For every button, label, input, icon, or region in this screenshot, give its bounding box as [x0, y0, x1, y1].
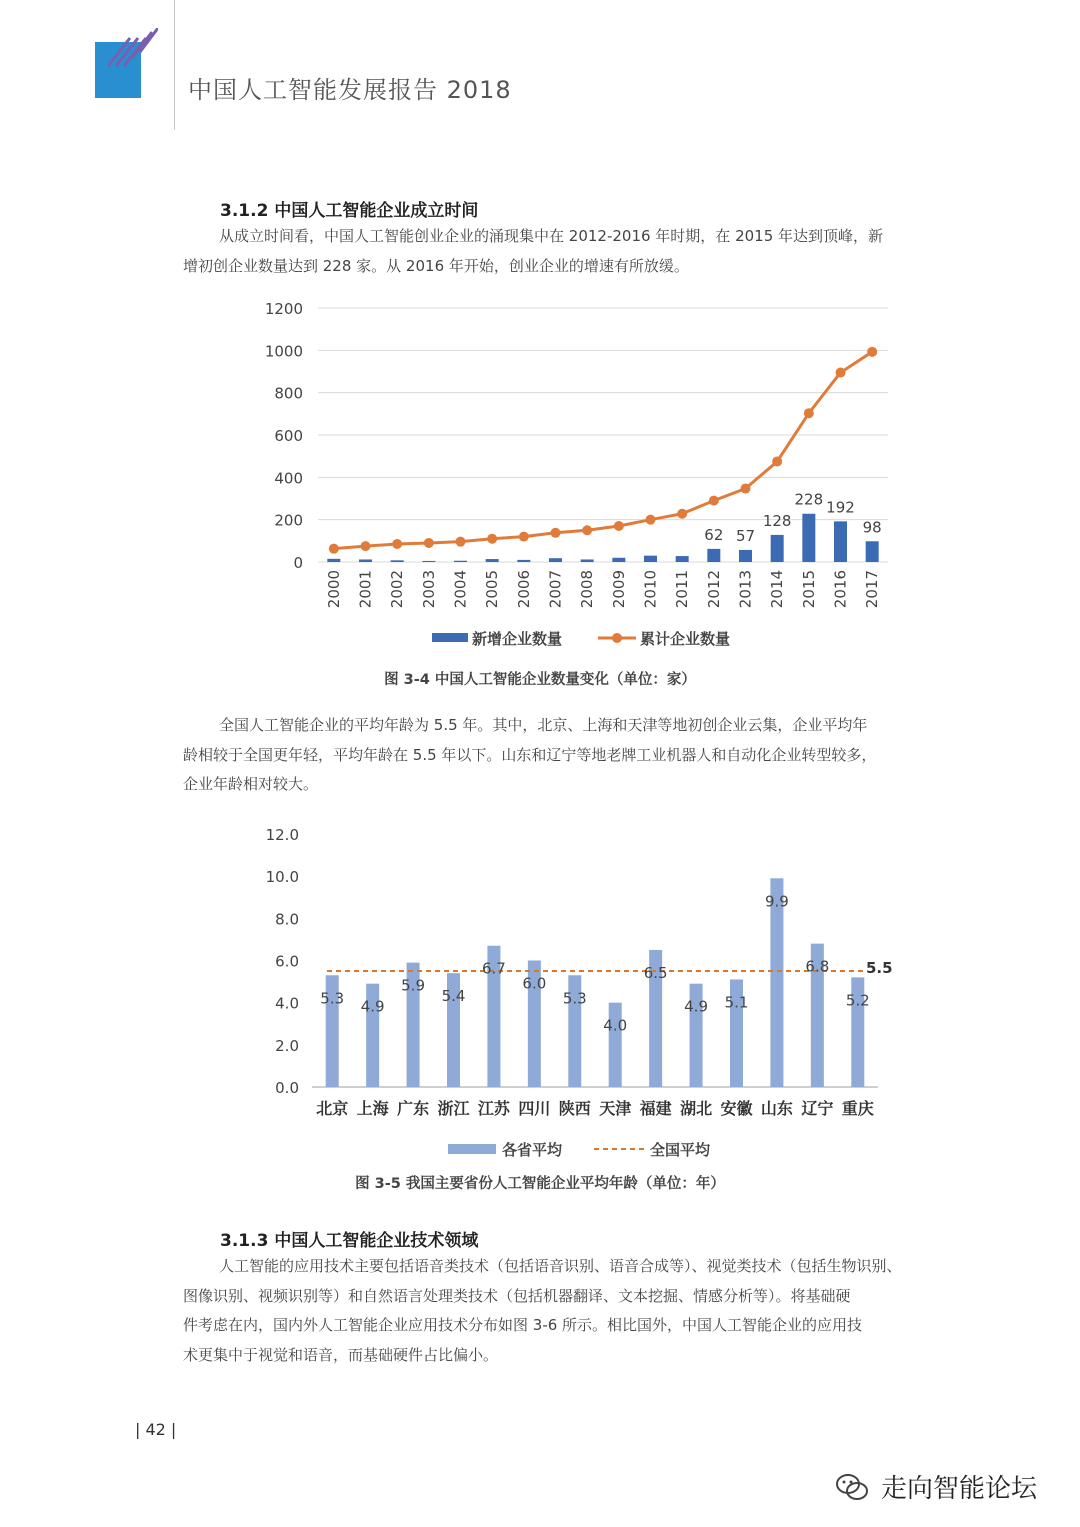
bar-new-enterprises	[739, 550, 752, 562]
y-tick-label: 6.0	[275, 952, 299, 971]
paragraph-average-age	[183, 711, 978, 800]
paragraph-line: 件考虑在内，国内外人工智能企业应用技术分布如图 3-6 所示。相比国外，中国人工智能企业的应用技	[183, 1316, 863, 1334]
x-tick-label: 2003	[419, 570, 438, 609]
bar-data-label: 9.9	[764, 892, 789, 911]
line-point	[392, 539, 402, 549]
line-point	[772, 456, 782, 466]
line-point	[551, 528, 561, 538]
x-tick-label: 安徽	[720, 1099, 753, 1118]
line-point	[741, 484, 751, 494]
figure-3-4-caption: 图 3-4 中国人工智能企业数量变化（单位：家）	[384, 672, 696, 688]
line-point	[646, 515, 656, 525]
bar-data-label: 5.2	[845, 991, 870, 1010]
paragraph-tech-fields	[183, 1252, 978, 1370]
line-point	[424, 538, 434, 548]
paragraph-line: 增初创企业数量达到 228 家。从 2016 年开始，创业企业的增速有所放缓。	[183, 256, 689, 275]
legend-label: 各省平均	[502, 1141, 563, 1159]
bar-data-label: 128	[762, 511, 792, 530]
report-title: 中国人工智能发展报告 2018	[188, 76, 512, 104]
bar-new-enterprises	[327, 559, 340, 562]
bar-new-enterprises	[517, 560, 530, 562]
bar-data-label: 5.4	[441, 987, 466, 1006]
bar-new-enterprises	[866, 541, 879, 562]
x-tick-label: 2013	[736, 570, 755, 609]
x-tick-label: 2007	[546, 570, 565, 609]
line-point	[709, 496, 719, 506]
x-tick-label: 2016	[831, 570, 850, 609]
logo-stripes-icon	[108, 28, 158, 68]
y-tick-label: 1200	[264, 300, 303, 318]
paragraph-line: 龄相较于全国更年轻，平均年龄在 5.5 年以下。山东和辽宁等地老牌工业机器人和自动化企业转型较多，	[183, 745, 877, 764]
line-point	[677, 509, 687, 519]
bar-data-label: 4.0	[603, 1016, 628, 1035]
bar-province-age	[609, 1003, 622, 1087]
province-age-chart	[0, 815, 1080, 1170]
bar-data-label: 4.9	[684, 997, 709, 1016]
x-tick-label: 天津	[599, 1099, 632, 1118]
legend-swatch-bar	[432, 633, 468, 642]
x-tick-label: 四川	[518, 1099, 551, 1118]
figure-3-5-caption: 图 3-5 我国主要省份人工智能企业平均年龄（单位：年）	[355, 1176, 725, 1192]
x-tick-label: 山东	[760, 1099, 793, 1118]
bar-data-label: 6.7	[481, 959, 506, 978]
paragraph-line: 全国人工智能企业的平均年龄为 5.5 年。其中，北京、上海和天津等地初创企业云集，企业平均年	[219, 716, 868, 734]
bar-data-label: 6.5	[643, 963, 668, 982]
x-tick-label: 2012	[704, 570, 723, 609]
y-tick-label: 400	[274, 469, 303, 488]
bar-data-label: 228	[794, 490, 824, 509]
watermark	[835, 1466, 1055, 1506]
y-tick-label: 200	[274, 511, 303, 530]
x-tick-label: 2010	[641, 570, 660, 609]
bar-data-label: 192	[826, 498, 855, 517]
section-title-3-1-2: 3.1.2 中国人工智能企业成立时间	[220, 201, 479, 221]
x-tick-label: 广东	[397, 1099, 430, 1118]
y-tick-label: 600	[274, 427, 303, 445]
watermark-text: 走向智能论坛	[881, 1474, 1038, 1504]
legend-label: 累计企业数量	[640, 630, 731, 648]
x-tick-label: 福建	[639, 1099, 672, 1118]
x-tick-label: 2015	[799, 570, 818, 609]
paragraph-line: 图像识别、视频识别等）和自然语言处理类技术（包括机器翻译、文本挖掘、情感分析等）。将基础硬	[183, 1286, 851, 1305]
bar-data-label: 6.0	[522, 974, 547, 993]
paragraph-founding-time	[183, 222, 978, 281]
line-point	[836, 368, 846, 378]
line-point	[582, 525, 592, 535]
x-tick-label: 2017	[863, 570, 882, 609]
bar-new-enterprises	[422, 561, 435, 562]
legend-swatch-point	[612, 633, 622, 643]
paragraph-line: 术更集中于视觉和语音，而基础硬件占比偏小。	[183, 1345, 499, 1364]
x-tick-label: 2000	[324, 570, 343, 609]
legend-swatch-bar	[448, 1144, 496, 1154]
x-tick-label: 重庆	[841, 1099, 874, 1118]
x-tick-label: 2006	[514, 570, 533, 609]
bar-new-enterprises	[676, 556, 689, 562]
y-tick-label: 0.0	[275, 1079, 299, 1097]
x-tick-label: 2004	[451, 570, 470, 609]
x-tick-label: 2011	[673, 570, 692, 609]
enterprise-count-chart	[0, 290, 1080, 670]
y-tick-label: 1000	[264, 342, 303, 361]
x-tick-label: 浙江	[437, 1099, 470, 1118]
bar-new-enterprises	[802, 514, 815, 562]
bar-new-enterprises	[359, 559, 372, 562]
x-tick-label: 湖北	[680, 1099, 713, 1118]
bar-data-label: 4.9	[360, 997, 385, 1016]
bar-data-label: 5.3	[320, 989, 345, 1008]
bar-data-label: 5.3	[562, 989, 587, 1008]
bar-new-enterprises	[454, 561, 467, 562]
x-tick-label: 2002	[388, 570, 407, 609]
line-point	[361, 541, 371, 551]
x-tick-label: 北京	[316, 1099, 349, 1118]
x-tick-label: 上海	[356, 1099, 389, 1118]
bar-data-label: 62	[704, 525, 724, 544]
page-number: | 42 |	[135, 1420, 177, 1439]
line-point	[804, 408, 814, 418]
x-tick-label: 陕西	[558, 1099, 591, 1118]
legend-label: 新增企业数量	[472, 630, 563, 648]
line-point	[614, 521, 624, 531]
line-point	[456, 537, 466, 547]
bar-data-label: 5.1	[724, 993, 749, 1012]
section-title-3-1-3: 3.1.3 中国人工智能企业技术领域	[220, 1231, 479, 1251]
line-point	[329, 544, 339, 554]
y-tick-label: 0	[293, 554, 303, 572]
y-tick-label: 2.0	[275, 1036, 299, 1055]
bar-new-enterprises	[707, 549, 720, 562]
x-tick-label: 江苏	[477, 1099, 510, 1118]
y-tick-label: 4.0	[275, 994, 299, 1013]
bar-new-enterprises	[644, 556, 657, 562]
wechat-icon	[835, 1472, 869, 1502]
bar-new-enterprises	[771, 535, 784, 562]
bar-data-label: 5.9	[401, 976, 426, 995]
bar-new-enterprises	[549, 558, 562, 562]
bar-new-enterprises	[391, 560, 404, 562]
x-tick-label: 2008	[578, 570, 597, 609]
x-tick-label: 辽宁	[801, 1099, 834, 1118]
y-tick-label: 8.0	[275, 910, 299, 929]
bar-new-enterprises	[581, 559, 594, 562]
x-tick-label: 2001	[356, 570, 375, 609]
y-tick-label: 10.0	[265, 868, 299, 887]
line-point	[519, 532, 529, 542]
line-point	[867, 347, 877, 357]
bar-new-enterprises	[486, 559, 499, 562]
y-tick-label: 12.0	[265, 826, 299, 844]
bar-new-enterprises	[834, 521, 847, 562]
header-divider	[174, 0, 175, 130]
bar-data-label: 6.8	[805, 957, 830, 976]
bar-new-enterprises	[612, 558, 625, 562]
x-tick-label: 2009	[609, 570, 628, 609]
bar-data-label: 57	[735, 526, 756, 545]
line-point	[487, 534, 497, 544]
paragraph-line: 从成立时间看，中国人工智能创业企业的涌现集中在 2012-2016 年时期，在 2015 年达到顶峰，新	[219, 227, 884, 245]
bar-data-label: 98	[862, 518, 882, 537]
average-line-label: 5.5	[866, 959, 893, 978]
x-tick-label: 2014	[768, 570, 787, 609]
paragraph-line: 人工智能的应用技术主要包括语音类技术（包括语音识别、语音合成等）、视觉类技术（包括生物识别、	[219, 1257, 902, 1275]
x-tick-label: 2005	[483, 570, 502, 609]
y-tick-label: 800	[274, 384, 303, 403]
legend-label: 全国平均	[650, 1141, 711, 1159]
paragraph-line: 企业年龄相对较大。	[183, 775, 319, 793]
